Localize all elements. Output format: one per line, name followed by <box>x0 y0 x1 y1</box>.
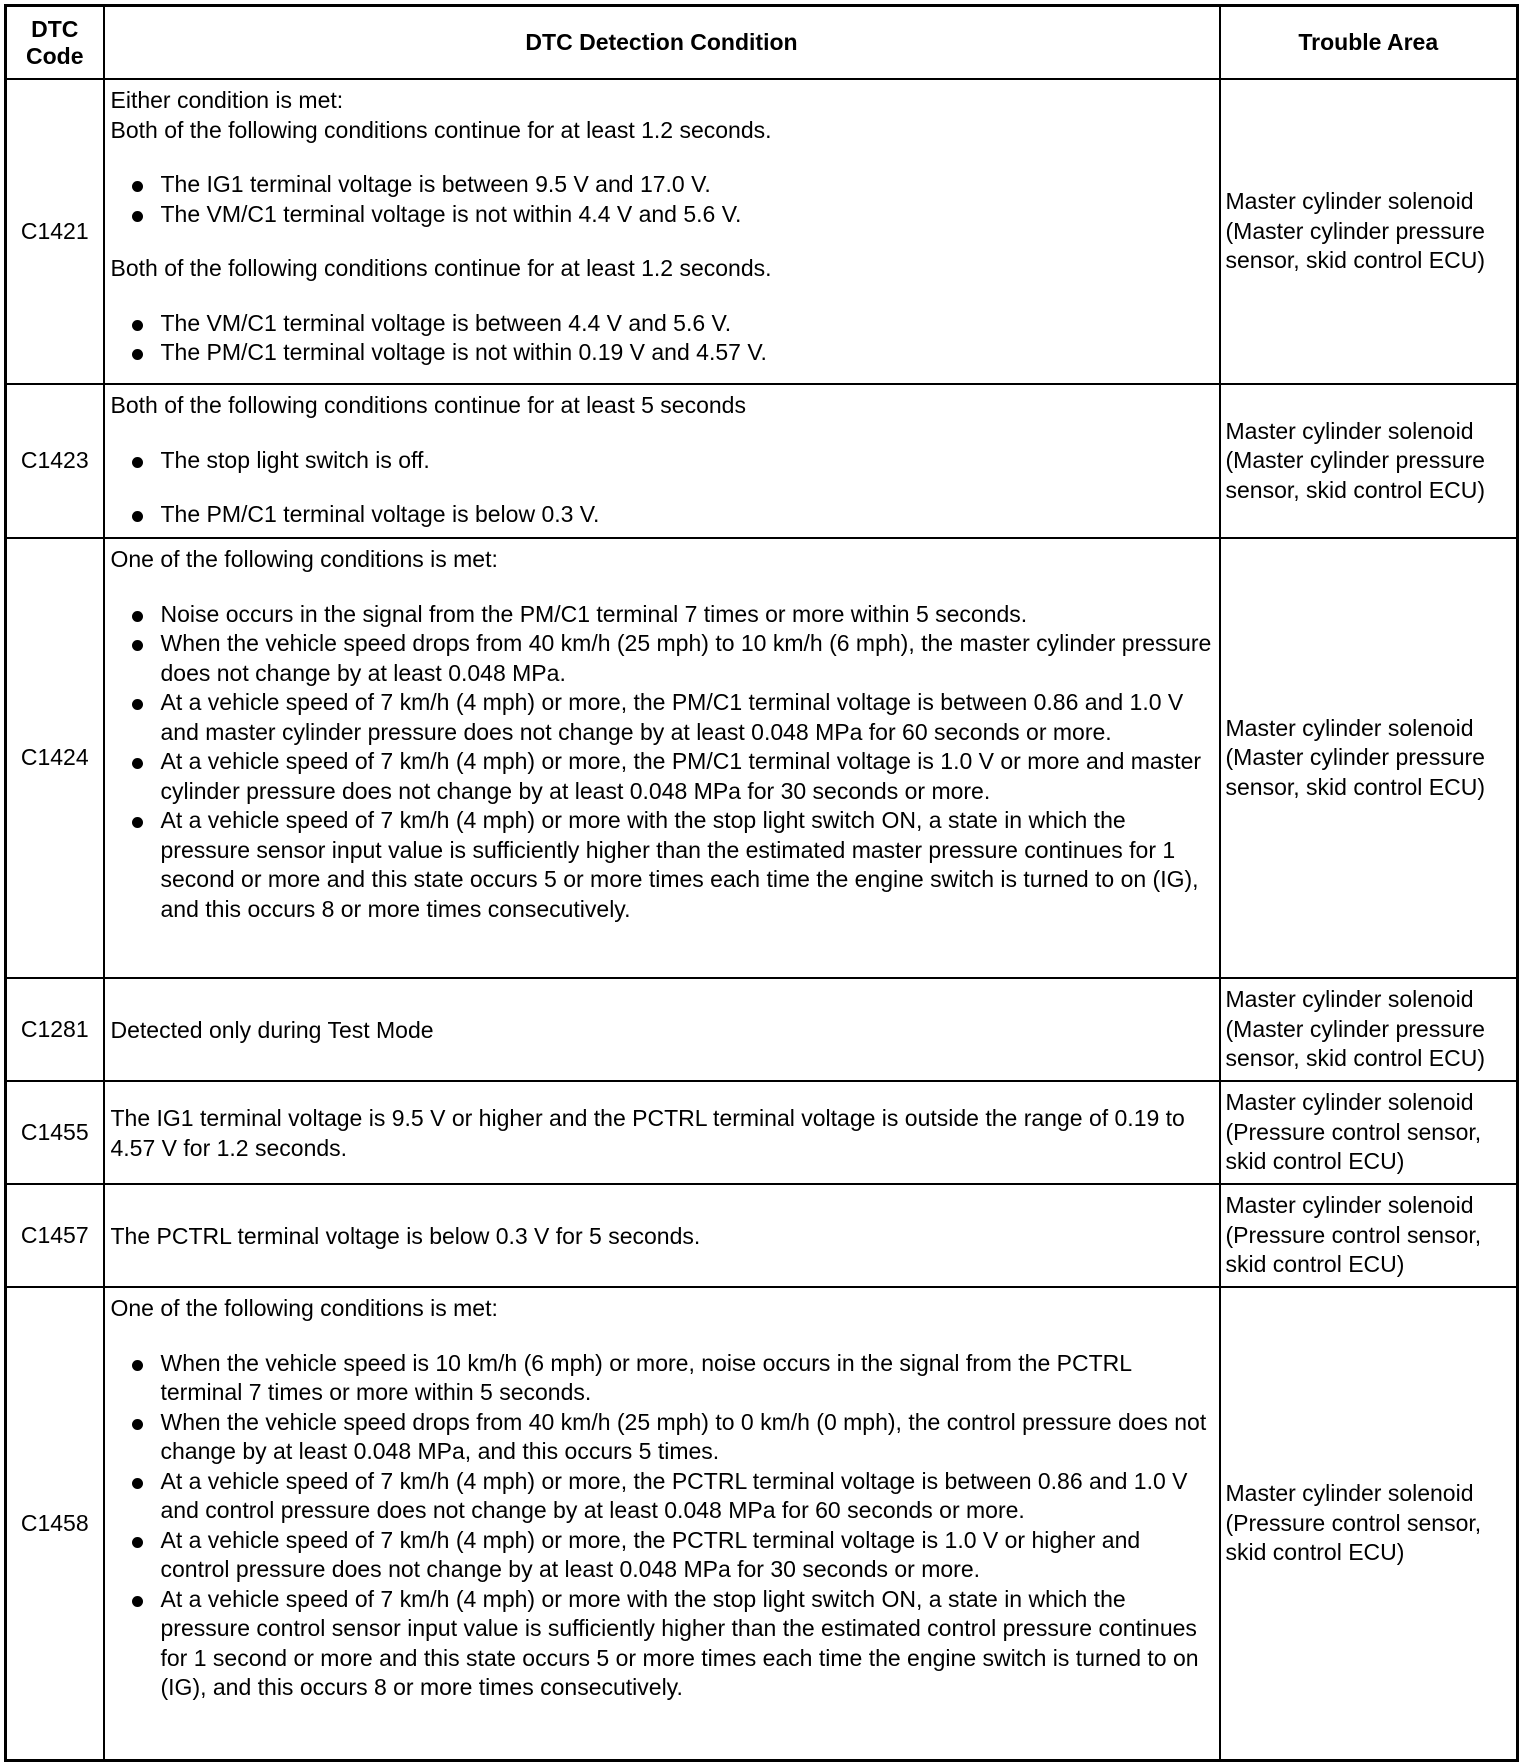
list-item: The PM/C1 terminal voltage is below 0.3 V. <box>111 500 1215 530</box>
condition-bullets <box>111 446 1215 530</box>
table-row <box>6 1287 1518 1760</box>
dtc-code: C1281 <box>6 978 104 1081</box>
condition-bullets <box>111 170 1215 229</box>
condition-lead: Either condition is met: <box>110 87 344 113</box>
list-item: At a vehicle speed of 7 km/h (4 mph) or more, the PCTRL terminal voltage is between 0.86 and 1.0 V and control pressure does not change by at least 0.048 MPa for 60 seconds or more. <box>111 1467 1215 1526</box>
list-item: When the vehicle speed drops from 40 km/h (25 mph) to 0 km/h (0 mph), the control pressure does not change by at least 0.048 MPa, and this occurs 5 times. <box>111 1408 1215 1467</box>
condition-group-intro: Both of the following conditions continue for at least 1.2 seconds. <box>110 255 772 281</box>
condition-intro: One of the following conditions is met: <box>110 1295 498 1321</box>
list-item: At a vehicle speed of 7 km/h (4 mph) or more with the stop light switch ON, a state in which the pressure control sensor input value is sufficiently higher than the estimated control pressure continues for 1 second or more and this state occurs 5 or more times each time the engine switch is turned to on (IG), and this occurs 8 or more times consecutively. <box>111 1585 1215 1703</box>
condition-bullets <box>111 600 1215 925</box>
condition-group-intro: Both of the following conditions continue for at least 1.2 seconds. <box>110 116 772 143</box>
header-trouble-area: Trouble Area <box>1220 6 1518 80</box>
detection-condition <box>104 538 1220 978</box>
list-item: Noise occurs in the signal from the PM/C1 terminal 7 times or more within 5 seconds. <box>111 600 1215 630</box>
condition-intro: Both of the following conditions continue for at least 5 seconds <box>110 392 746 418</box>
table-row <box>6 1184 1518 1287</box>
dtc-code: C1458 <box>6 1287 104 1760</box>
detection-condition <box>104 1287 1220 1760</box>
trouble-area: Master cylinder solenoid (Pressure control sensor, skid control ECU) <box>1220 1184 1518 1287</box>
dtc-table <box>4 4 1519 1762</box>
list-item: When the vehicle speed is 10 km/h (6 mph) or more, noise occurs in the signal from the PCTRL terminal 7 times or more within 5 seconds. <box>111 1349 1215 1408</box>
list-item: When the vehicle speed drops from 40 km/h (25 mph) to 10 km/h (6 mph), the master cylinder pressure does not change by at least 0.048 MPa. <box>111 629 1215 688</box>
header-detection-condition: DTC Detection Condition <box>104 6 1220 80</box>
detection-condition <box>104 79 1220 384</box>
list-item: At a vehicle speed of 7 km/h (4 mph) or more, the PM/C1 terminal voltage is between 0.86 and 1.0 V and master cylinder pressure does not change by at least 0.048 MPa for 60 seconds or more. <box>111 688 1215 747</box>
table-row <box>6 978 1518 1081</box>
table-row <box>6 384 1518 538</box>
trouble-area: Master cylinder solenoid (Master cylinder pressure sensor, skid control ECU) <box>1220 79 1518 384</box>
trouble-area: Master cylinder solenoid (Pressure control sensor, skid control ECU) <box>1220 1287 1518 1760</box>
list-item: The VM/C1 terminal voltage is between 4.4 V and 5.6 V. <box>111 309 1215 339</box>
condition-bullets <box>111 309 1215 368</box>
trouble-area: Master cylinder solenoid (Master cylinder pressure sensor, skid control ECU) <box>1220 384 1518 538</box>
header-dtc-code: DTC Code <box>6 6 104 80</box>
list-item: At a vehicle speed of 7 km/h (4 mph) or more, the PM/C1 terminal voltage is 1.0 V or more and master cylinder pressure does not change by at least 0.048 MPa for 30 seconds or more. <box>111 747 1215 806</box>
table-row <box>6 79 1518 384</box>
dtc-code: C1423 <box>6 384 104 538</box>
trouble-area: Master cylinder solenoid (Pressure control sensor, skid control ECU) <box>1220 1081 1518 1184</box>
list-item: The IG1 terminal voltage is between 9.5 V and 17.0 V. <box>111 170 1215 200</box>
list-item: The PM/C1 terminal voltage is not within 0.19 V and 4.57 V. <box>111 338 1215 368</box>
dtc-code: C1421 <box>6 79 104 384</box>
table-header-row <box>6 6 1518 80</box>
dtc-code: C1455 <box>6 1081 104 1184</box>
condition-intro: One of the following conditions is met: <box>110 546 498 572</box>
trouble-area: Master cylinder solenoid (Master cylinder pressure sensor, skid control ECU) <box>1220 978 1518 1081</box>
list-item: The stop light switch is off. <box>111 446 1215 476</box>
detection-condition <box>104 384 1220 538</box>
list-item: The VM/C1 terminal voltage is not within 4.4 V and 5.6 V. <box>111 200 1215 230</box>
list-item: At a vehicle speed of 7 km/h (4 mph) or more with the stop light switch ON, a state in which the pressure sensor input value is sufficiently higher than the estimated master pressure continues for 1 second or more and this state occurs 5 or more times each time the engine switch is turned to on (IG), and this occurs 8 or more times consecutively. <box>111 806 1215 924</box>
detection-condition: Detected only during Test Mode <box>104 978 1220 1081</box>
dtc-code: C1424 <box>6 538 104 978</box>
list-item: At a vehicle speed of 7 km/h (4 mph) or more, the PCTRL terminal voltage is 1.0 V or higher and control pressure does not change by at least 0.048 MPa for 30 seconds or more. <box>111 1526 1215 1585</box>
trouble-area: Master cylinder solenoid (Master cylinder pressure sensor, skid control ECU) <box>1220 538 1518 978</box>
condition-bullets <box>111 1349 1215 1703</box>
detection-condition: The PCTRL terminal voltage is below 0.3 V for 5 seconds. <box>104 1184 1220 1287</box>
table-row <box>6 1081 1518 1184</box>
table-row <box>6 538 1518 978</box>
detection-condition: The IG1 terminal voltage is 9.5 V or higher and the PCTRL terminal voltage is outside the range of 0.19 to 4.57 V for 1.2 seconds. <box>104 1081 1220 1184</box>
dtc-code: C1457 <box>6 1184 104 1287</box>
